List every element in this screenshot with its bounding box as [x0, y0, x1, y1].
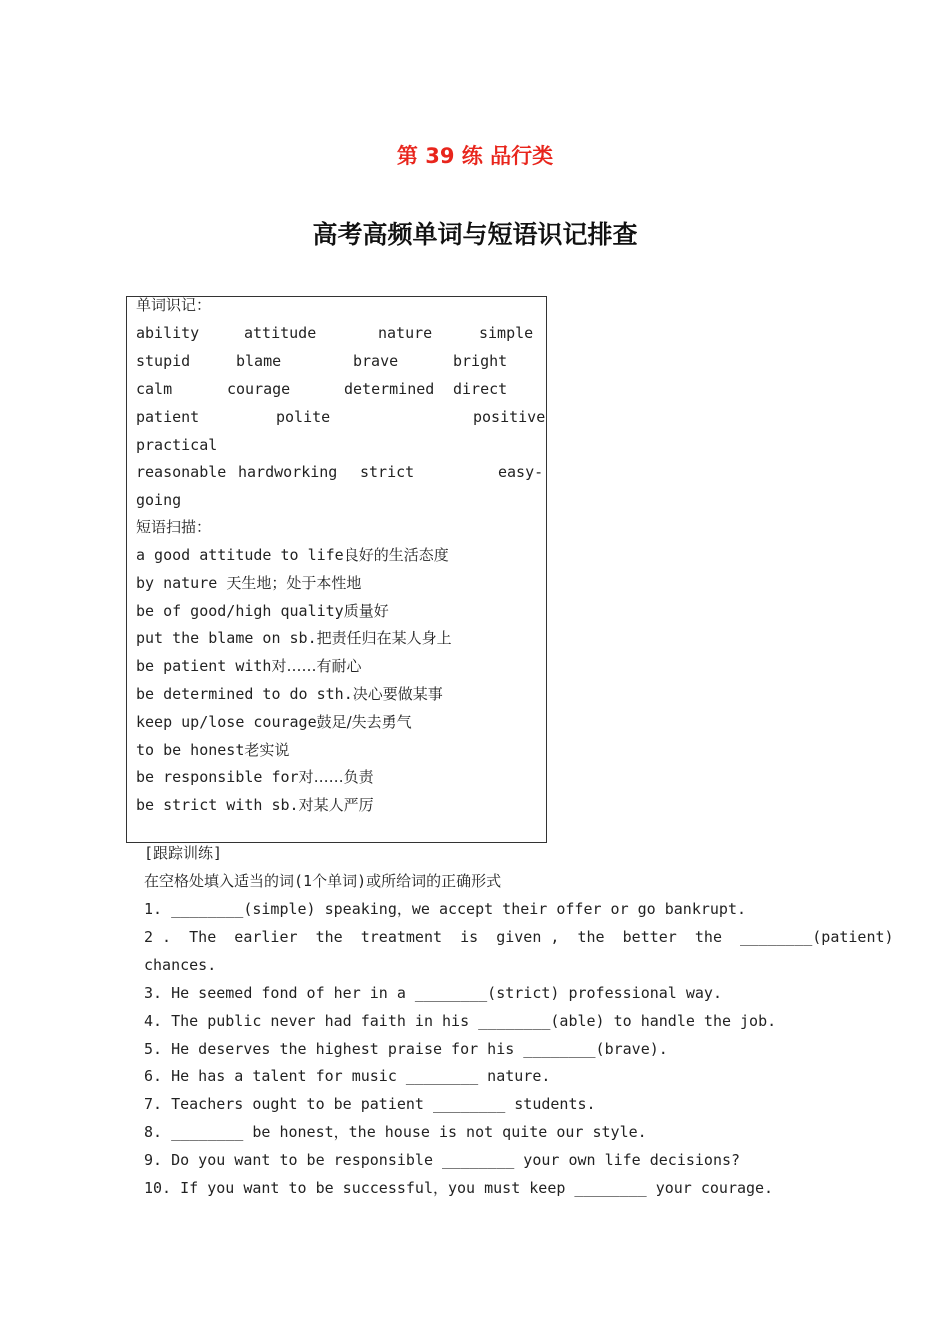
exercise-item: 2 . The earlier the treatment is given , the better the ________(patient): [144, 928, 894, 946]
phrases-heading: 短语扫描：: [136, 518, 212, 536]
exercise-item: 6. He has a talent for music ________ nature.: [144, 1067, 551, 1085]
word: simple: [479, 324, 534, 342]
phrase-en: be of good/high quality: [136, 602, 344, 620]
exercise-item: chances.: [144, 956, 217, 974]
phrase-cn: 对……有耐心: [271, 657, 362, 675]
section-title: 高考高频单词与短语识记排查: [312, 220, 638, 249]
word: polite: [276, 408, 331, 426]
phrase-row: [136, 573, 361, 593]
phrase-cn: 鼓足/失去勇气: [316, 713, 412, 731]
phrase-row: [136, 601, 389, 621]
word: easy-: [498, 463, 544, 481]
word: direct: [453, 380, 508, 398]
phrase-row: [136, 795, 374, 815]
phrase-en: a good attitude to life: [136, 546, 344, 564]
word: blame: [236, 352, 282, 370]
word: reasonable: [136, 463, 227, 481]
phrase-cn: 对某人严厉: [298, 796, 374, 814]
phrase-row: [136, 684, 443, 704]
phrase-cn: 对……负责: [298, 768, 374, 786]
word: courage: [227, 380, 291, 398]
exercise-item: 7. Teachers ought to be patient ________ students.: [144, 1095, 596, 1113]
exercise-item: 4. The public never had faith in his ________(able) to handle the job.: [144, 1012, 777, 1030]
exercise-item: 1. ________(simple) speaking，we accept their offer or go bankrupt.: [144, 900, 746, 918]
word: going: [136, 491, 182, 509]
word: attitude: [244, 324, 317, 342]
word: ability: [136, 324, 200, 342]
word: patient: [136, 408, 200, 426]
phrase-en: be patient with: [136, 657, 272, 675]
phrase-en: be responsible for: [136, 768, 299, 786]
word: calm: [136, 380, 173, 398]
word: determined: [344, 380, 435, 398]
phrase-row: [136, 656, 361, 676]
word: hardworking: [238, 463, 338, 481]
word: nature: [378, 324, 433, 342]
word: bright: [453, 352, 508, 370]
phrase-cn: 良好的生活态度: [343, 546, 449, 564]
page-title: 第 39 练 品行类: [396, 144, 554, 168]
phrase-en: be determined to do sth.: [136, 685, 353, 703]
word: brave: [353, 352, 399, 370]
exercise-item: 9. Do you want to be responsible ________ your own life decisions?: [144, 1151, 741, 1169]
word: positive: [473, 408, 546, 426]
phrase-cn: 质量好: [343, 602, 389, 620]
exercise-item: 10. If you want to be successful，you must keep ________ your courage.: [144, 1179, 774, 1197]
phrase-en: be strict with sb.: [136, 796, 299, 814]
phrase-row: [136, 740, 289, 760]
phrase-en: keep up/lose courage: [136, 713, 317, 731]
phrase-en: by nature: [136, 574, 227, 592]
exercise-label: [跟踪训练]: [144, 844, 223, 862]
exercise-item: 5. He deserves the highest praise for his ________(brave).: [144, 1040, 668, 1058]
phrase-en: put the blame on sb.: [136, 629, 317, 647]
exercise-instruction: 在空格处填入适当的词(1个单词)或所给词的正确形式: [144, 872, 502, 890]
phrase-en: to be honest: [136, 741, 245, 759]
words-heading: 单词识记：: [136, 296, 212, 314]
phrase-cn: 决心要做某事: [352, 685, 443, 703]
exercise-item: 3. He seemed fond of her in a ________(strict) professional way.: [144, 984, 722, 1002]
word: practical: [136, 436, 218, 454]
phrase-row: [136, 628, 452, 648]
phrase-cn: 天生地；处于本性地: [226, 574, 362, 592]
phrase-cn: 把责任归在某人身上: [316, 629, 452, 647]
word: strict: [360, 463, 415, 481]
exercise-item: 8. ________ be honest，the house is not quite our style.: [144, 1123, 647, 1141]
phrase-row: [136, 767, 374, 787]
phrase-row: [136, 712, 412, 732]
phrase-cn: 老实说: [244, 741, 290, 759]
phrase-row: [136, 545, 449, 565]
word: stupid: [136, 352, 191, 370]
